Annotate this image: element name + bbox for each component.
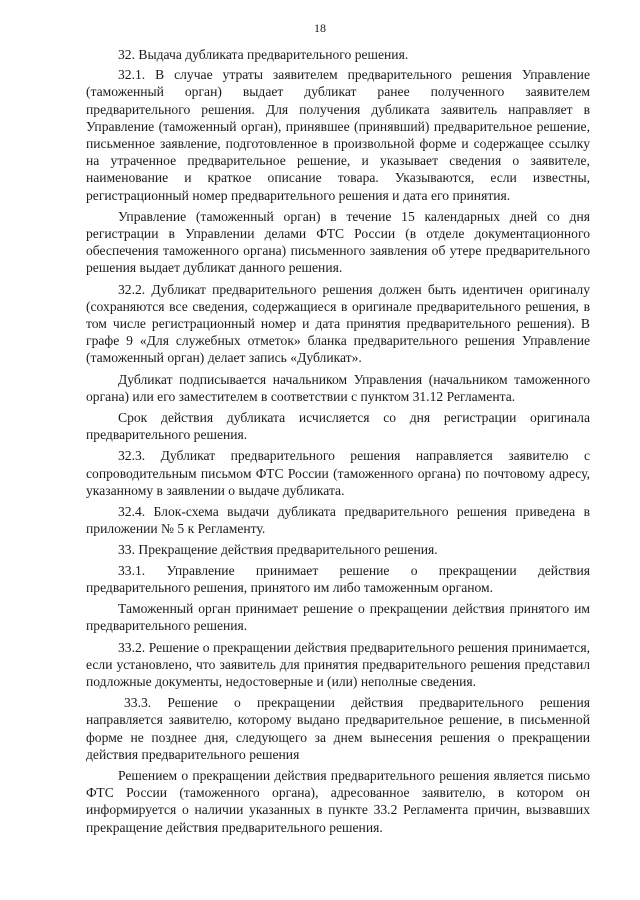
paragraph-32-2: 32.2. Дубликат предварительного решения должен быть идентичен оригиналу (сохраняются все сведения, содержащиеся в оригинале предварительного решения, в том числе регистрационный номер и дата принятия предварительного решения). В графе 9 «Для служебных отметок» бланка предварительного решения Управление (таможенный орган) делает запись «Дубликат».	[86, 281, 590, 366]
paragraph-32-1: 32.1. В случае утраты заявителем предварительного решения Управление (таможенный орган) выдает дубликат ранее полученного заявителем предварительного решения. Для получения дубликата заявитель направляет в Управление (таможенный орган), принявшее (принявший) предварительное решение, письменное заявление, подготовленное в произвольной форме и содержащее ссылку на утраченное предварительное решение, и указывает сведения о заявителе, наименование и краткое описание товара. Указываются, если известны, регистрационный номер предварительного решения и дата его принятия.	[86, 67, 590, 203]
paragraph-33-1: 33.1. Управление принимает решение о прекращении действия предварительного решения, принятого им либо таможенным органом.	[86, 562, 590, 595]
paragraph-33-1-customs: Таможенный орган принимает решение о прекращении действия принятого им предварительного решения.	[86, 601, 590, 634]
paragraph-33-2: 33.2. Решение о прекращении действия предварительного решения принимается, если установлено, что заявитель для принятия предварительного решения представил подложные документы, недостоверные и (или) неполные сведения.	[86, 639, 590, 689]
document-body	[86, 46, 590, 840]
section-32-heading: 32. Выдача дубликата предварительного решения.	[118, 47, 409, 62]
section-33-heading: 33. Прекращение действия предварительного решения.	[118, 542, 438, 558]
paragraph-32-1-deadline: Управление (таможенный орган) в течение 15 календарных дней со дня регистрации в Управлении делами ФТС России (в отделе документационного обеспечения таможенного органа) письменного заявления об утере предварительного решения выдает дубликат данного решения.	[86, 208, 590, 276]
paragraph-32-3: 32.3. Дубликат предварительного решения направляется заявителю с сопроводительным письмом ФТС России (таможенного органа) по почтовому адресу, указанному в заявлении о выдаче дубликата.	[86, 448, 590, 498]
paragraph-33-3-letter: Решением о прекращении действия предварительного решения является письмо ФТС России (таможенного органа), адресованное заявителю, в котором он информируется о наличии указанных в пункте 33.2 Регламента причин, вызвавших прекращение действия предварительного решения.	[86, 767, 590, 835]
paragraph-32-4: 32.4. Блок-схема выдачи дубликата предварительного решения приведена в приложении № 5 к Регламенту.	[86, 504, 590, 537]
paragraph-32-2-validity: Срок действия дубликата исчисляется со дня регистрации оригинала предварительного решения.	[86, 410, 590, 443]
paragraph-32-2-signature: Дубликат подписывается начальником Управления (начальником таможенного органа) или его заместителем в соответствии с пунктом 31.12 Регламента.	[86, 371, 590, 404]
page-number: 18	[314, 21, 326, 35]
paragraph-33-3: 33.3. Решение о прекращении действия предварительного решения направляется заявителю, которому выдано предварительное решение, в письменной форме не позднее дня, следующего за днем вынесения решения о прекращении действия предварительного решения	[86, 695, 590, 762]
